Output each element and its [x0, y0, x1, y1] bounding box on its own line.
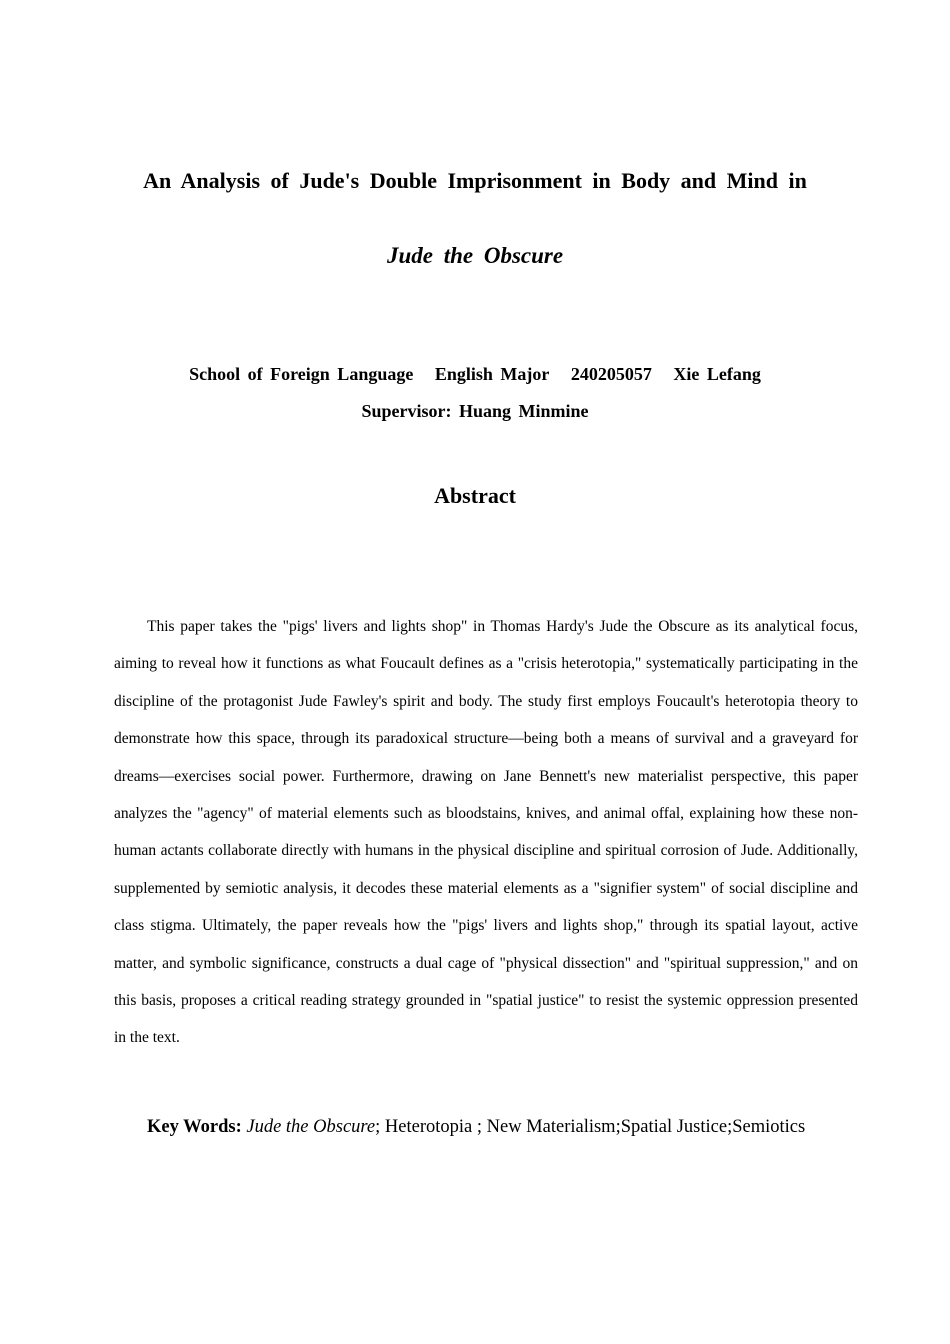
keywords-line — [147, 1117, 805, 1138]
keyword-novel-title: Jude the Obscure — [246, 1117, 376, 1137]
school-name: School of Foreign Language — [189, 364, 414, 384]
abstract-body: This paper takes the "pigs' livers and lights shop" in Thomas Hardy's Jude the Obscure as its analytical focus, aiming to reveal how it functions as what Foucault defines as a "crisis heterotopia," systematically participating in the discipline of the protagonist Jude Fawley's spirit and body. The study first employs Foucault's heterotopia theory to demonstrate how this space, through its paradoxical structure—being both a means of survival and a graveyard for dreams—exercises social power. Furthermore, drawing on Jane Bennett's new materialist perspective, this paper analyzes the "agency" of material elements such as bloodstains, knives, and animal offal, explaining how these non-human actants collaborate directly with humans in the physical discipline and spiritual corrosion of Jude. Additionally, supplemented by semiotic analysis, it decodes these material elements as a "signifier system" of social discipline and class stigma. Ultimately, the paper reveals how the "pigs' livers and lights shop," through its spatial layout, active matter, and symbolic significance, constructs a dual cage of "physical dissection" and "spiritual suppression," and on this basis, proposes a critical reading strategy grounded in "spatial justice" to resist the systemic oppression presented in the text. — [114, 618, 858, 1047]
student-id: 240205057 — [570, 364, 652, 384]
supervisor-info: Supervisor: Huang Minmine — [361, 401, 589, 421]
paper-title-line-1: An Analysis of Jude's Double Imprisonment in Body and Mind in — [143, 168, 807, 193]
keywords-rest: ; Heterotopia ; New Materialism;Spatial Justice;Semiotics — [375, 1117, 806, 1137]
paper-title-line-2: Jude the Obscure — [386, 243, 564, 268]
keywords-label: Key Words: — [147, 1117, 242, 1137]
abstract-heading: Abstract — [434, 483, 516, 508]
author-name: Xie Lefang — [673, 364, 761, 384]
major-name: English Major — [434, 364, 550, 384]
author-info — [0, 364, 950, 385]
